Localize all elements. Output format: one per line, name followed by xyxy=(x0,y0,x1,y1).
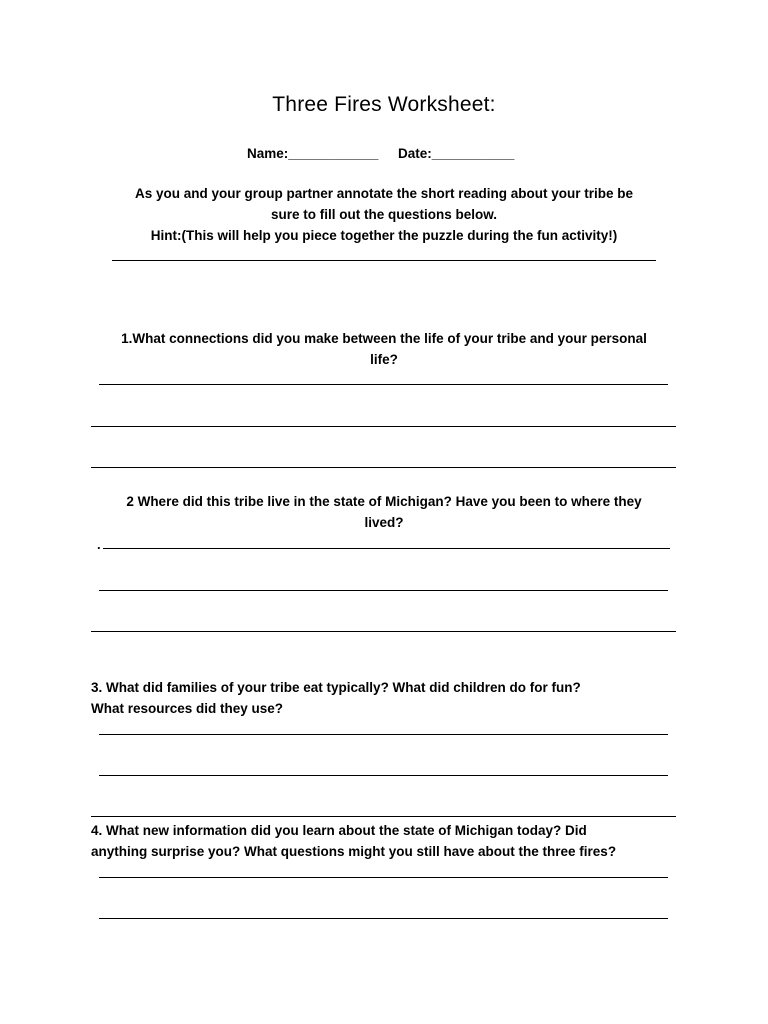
answer-leading-dot: . xyxy=(97,537,101,552)
question-4-line-2: anything surprise you? What questions might you still have about the three fires? xyxy=(91,844,617,859)
answer-line xyxy=(99,734,668,735)
intro-line-1: As you and your group partner annotate the short reading about your tribe be xyxy=(134,186,634,201)
answer-line xyxy=(99,877,668,878)
answer-line xyxy=(91,467,676,468)
date-field: Date:___________ xyxy=(398,146,515,161)
answer-line xyxy=(91,631,676,632)
question-1-line-1: 1.What connections did you make between the life of your tribe and your personal xyxy=(121,331,647,346)
answer-line xyxy=(99,775,668,776)
question-2-line-1: 2 Where did this tribe live in the state of Michigan? Have you been to where they xyxy=(126,494,642,509)
worksheet-title: Three Fires Worksheet: xyxy=(272,93,496,116)
answer-line xyxy=(103,548,670,549)
answer-line xyxy=(91,426,676,427)
section-divider xyxy=(112,260,656,261)
question-3-line-1: 3. What did families of your tribe eat typically? What did children do for fun? xyxy=(91,680,581,695)
question-1-line-2: life? xyxy=(370,352,398,367)
question-4-line-1: 4. What new information did you learn about the state of Michigan today? Did xyxy=(91,823,587,838)
question-2-line-2: lived? xyxy=(364,515,404,530)
question-3-line-2: What resources did they use? xyxy=(91,701,284,716)
intro-line-2: sure to fill out the questions below. xyxy=(270,207,497,222)
answer-line xyxy=(99,384,668,385)
intro-hint: Hint:(This will help you piece together the puzzle during the fun activity!) xyxy=(150,228,618,243)
name-field: Name:____________ xyxy=(247,146,379,161)
answer-line xyxy=(91,816,676,817)
answer-line xyxy=(99,918,668,919)
answer-line xyxy=(99,590,668,591)
